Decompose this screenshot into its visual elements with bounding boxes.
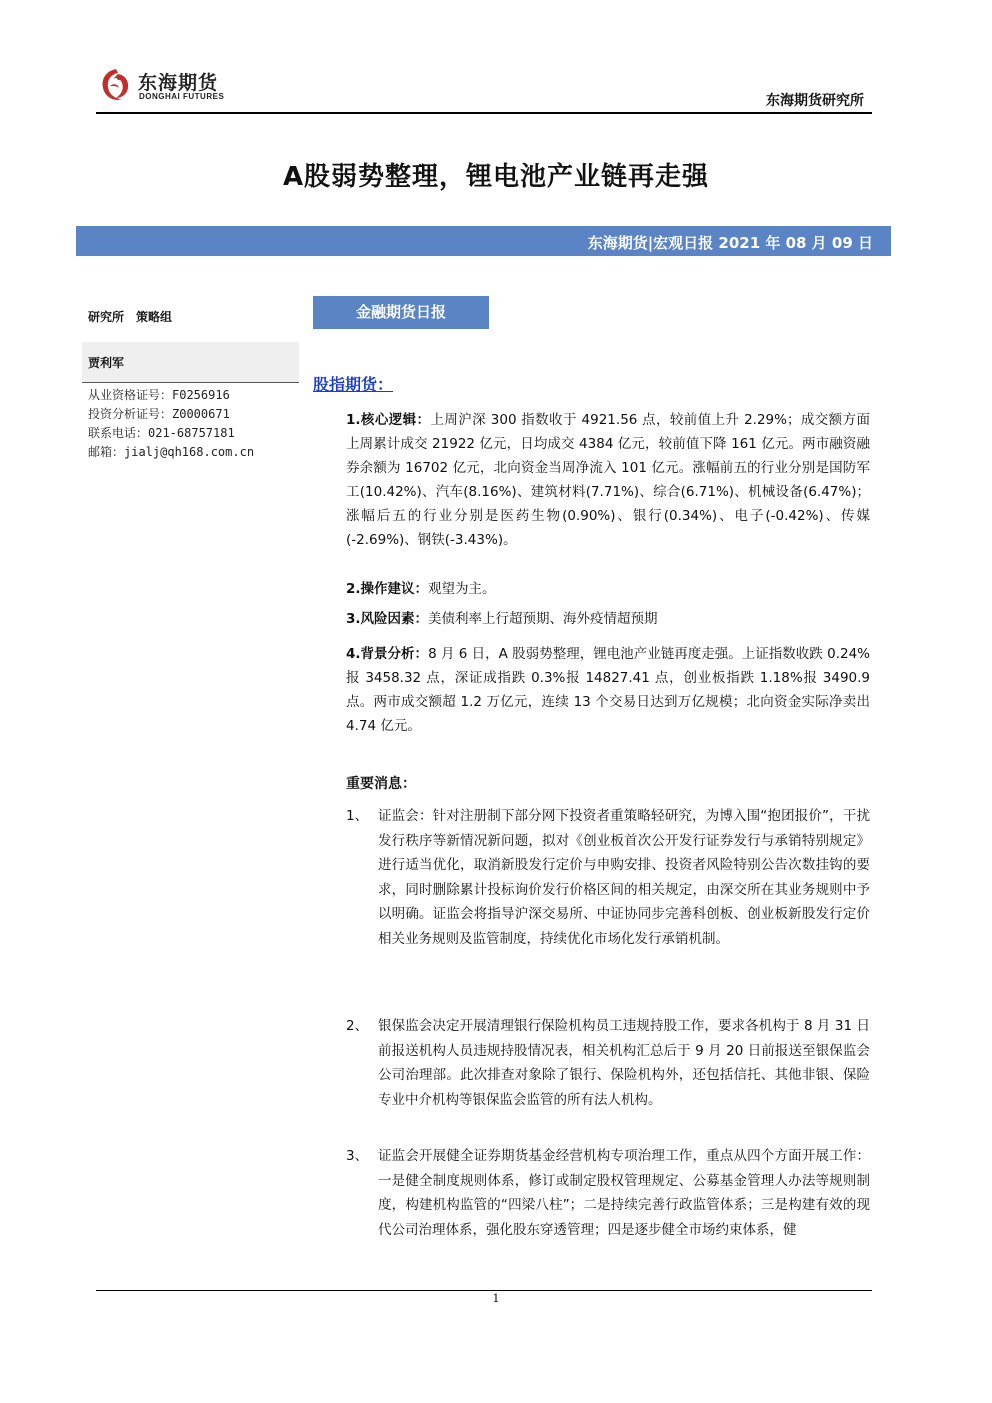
contact-email: 邮箱：jialj@qh168.com.cn [88,445,255,459]
news-heading: 重要消息： [346,776,416,792]
news-text: 证监会开展健全证券期货基金经营机构专项治理工作，重点从四个方面开展工作：一是健全制度规则体系，修订或制定股权管理规定、公募基金管理人办法等规则制度，构建机构监管的“四梁八柱”；二是持续完善行政监管体系；三是构建有效的现代公司治理体系，强化股东穿透管理；四是逐步健全市场约束体系，健 [378,1148,870,1238]
core-logic-label: 1.核心逻辑： [346,412,431,428]
news-item [346,804,870,951]
operation-advice-text: 观望为主。 [428,581,496,597]
contact-phone: 联系电话：021-68757181 [88,426,235,440]
report-date-band [76,226,891,256]
core-logic-paragraph [346,408,870,552]
news-number: 3、 [346,1148,369,1164]
core-logic-text: 上周沪深 300 指数收于 4921.56 点，较前值上升 2.29%；成交额方面上周累计成交 21922 亿元，日均成交 4384 亿元，较前值下降 161 亿元。两市融资融券余额为 16702 亿元，北向资金当周净流入 101 亿元。涨幅前五的行业分别是国防军工(10.42%)、汽车(8.16%)、建筑材料(7.71%)、综合(6.71%)、机械设备(6.47%)；涨幅后五的行业分别是医药生物(0.90%)、银行(0.34%)、电子(-0.42%)、传媒(-2.69%)、钢铁(-3.43%)。 [346,412,870,548]
background-analysis-paragraph [346,642,870,738]
footer-divider [96,1290,872,1291]
report-title: A股弱势整理，锂电池产业链再走强 [282,162,710,192]
analyst-name: 贾利军 [88,356,125,370]
risk-factors-label: 3.风险因素： [346,611,429,627]
news-item [346,1014,870,1112]
operation-advice-paragraph [346,577,870,601]
dragon-logo-icon [98,66,134,104]
header-divider [96,112,872,114]
qualification-number: 从业资格证号：F0256916 [88,388,230,402]
risk-factors-paragraph [346,607,870,631]
section-heading: 股指期货： [313,375,394,394]
news-number: 1、 [346,808,369,824]
header-organization: 东海期货研究所 [766,93,864,109]
company-logo [98,66,228,108]
section-tag: 金融期货日报 [313,296,489,329]
news-number: 2、 [346,1018,369,1034]
analysis-license-number: 投资分析证号：Z0000671 [88,407,230,421]
report-date-text: 东海期货|宏观日报 2021 年 08 月 09 日 [587,234,873,252]
logo-english-name: DONGHAI FUTURES [139,92,225,101]
news-text: 证监会：针对注册制下部分网下投资者重策略轻研究，为博入围“抱团报价”，干扰发行秩序等新情况新问题，拟对《创业板首次公开发行证券发行与承销特别规定》进行适当优化，取消新股发行定价与申购安排、投资者风险特别公告次数挂钩的要求，同时删除累计投标询价发行价格区间的相关规定，由深交所在其业务规则中予以明确。证监会将指导沪深交易所、中证协同步完善科创板、创业板新股发行定价相关业务规则及监管制度，持续优化市场化发行承销机制。 [378,808,870,947]
sidebar-team: 研究所 策略组 [88,310,173,324]
news-text: 银保监会决定开展清理银行保险机构员工违规持股工作，要求各机构于 8 月 31 日前报送机构人员违规持股情况表，相关机构汇总后于 9 月 20 日前报送至银保监会公司治理部。此次排查对象除了银行、保险机构外，还包括信托、其他非银、保险专业中介机构等银保监会监管的所有法人机构。 [378,1018,870,1108]
operation-advice-label: 2.操作建议： [346,581,429,597]
background-analysis-text: 8 月 6 日，A 股弱势整理，锂电池产业链再度走强。上证指数收跌 0.24%报 3458.32 点，深证成指跌 0.3%报 14827.41 点，创业板指跌 1.18%报 3490.9 点。两市成交额超 1.2 万亿元，连续 13 个交易日达到万亿规模；北向资金实际净卖出 4.74 亿元。 [346,646,870,734]
logo-chinese-name: 东海期货 [138,72,219,94]
page-number: 1 [492,1292,500,1305]
background-analysis-label: 4.背景分析： [346,646,429,662]
sidebar-divider [82,382,299,383]
news-item [346,1144,870,1242]
risk-factors-text: 美债利率上行超预期、海外疫情超预期 [428,611,658,627]
